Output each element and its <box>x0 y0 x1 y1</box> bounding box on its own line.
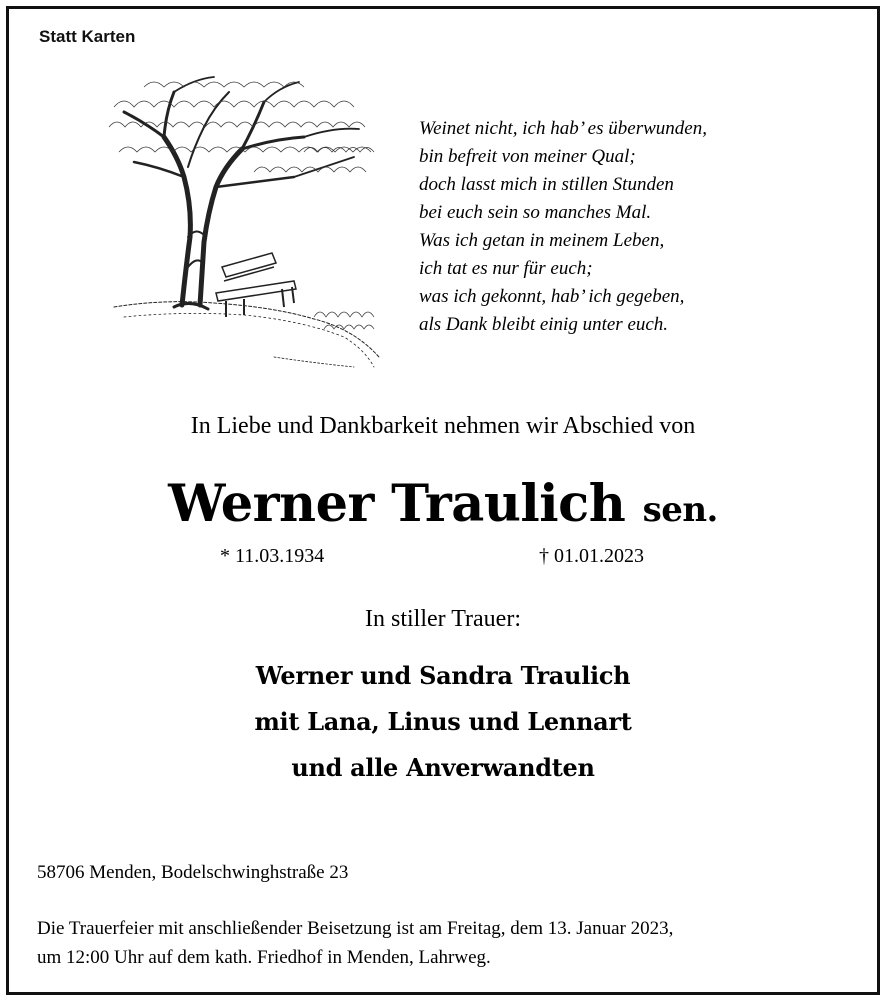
poem-line: doch lasst mich in stillen Stunden <box>419 174 674 195</box>
obituary-notice <box>6 6 880 995</box>
poem <box>419 115 707 339</box>
poem-line: als Dank bleibt einig unter euch. <box>419 314 669 335</box>
statt-karten-label: Statt Karten <box>39 27 136 46</box>
mourner-line: und alle Anverwandten <box>291 753 595 782</box>
intro-text: In Liebe und Dankbarkeit nehmen wir Abschied von <box>190 413 696 439</box>
service-line: Die Trauerfeier mit anschließender Beisetzung ist am Freitag, dem 13. Januar 2023, <box>37 918 674 939</box>
poem-line: bei euch sein so manches Mal. <box>419 202 652 223</box>
poem-line: Weinet nicht, ich hab’ es überwunden, <box>419 118 707 139</box>
mourner-line: Werner und Sandra Traulich <box>255 661 631 690</box>
tree-and-bench-illustration <box>104 67 389 377</box>
deceased-name <box>9 474 877 534</box>
poem-line: Was ich getan in meinem Leben, <box>419 230 665 251</box>
deceased-name-main: Werner Traulich <box>168 474 626 534</box>
death-date: † 01.01.2023 <box>539 545 644 567</box>
service-info <box>37 914 673 972</box>
mourner-line: mit Lana, Linus und Lennart <box>254 707 632 736</box>
service-line: um 12:00 Uhr auf dem kath. Friedhof in Menden, Lahrweg. <box>37 947 491 968</box>
deceased-name-suffix: sen. <box>642 490 718 530</box>
poem-line: ich tat es nur für euch; <box>419 258 593 279</box>
poem-line: was ich gekonnt, hab’ ich gegeben, <box>419 286 685 307</box>
mourning-heading: In stiller Trauer: <box>365 606 521 632</box>
birth-date: * 11.03.1934 <box>220 545 325 567</box>
poem-line: bin befreit von meiner Qual; <box>419 146 636 167</box>
address: 58706 Menden, Bodelschwinghstraße 23 <box>37 862 349 883</box>
